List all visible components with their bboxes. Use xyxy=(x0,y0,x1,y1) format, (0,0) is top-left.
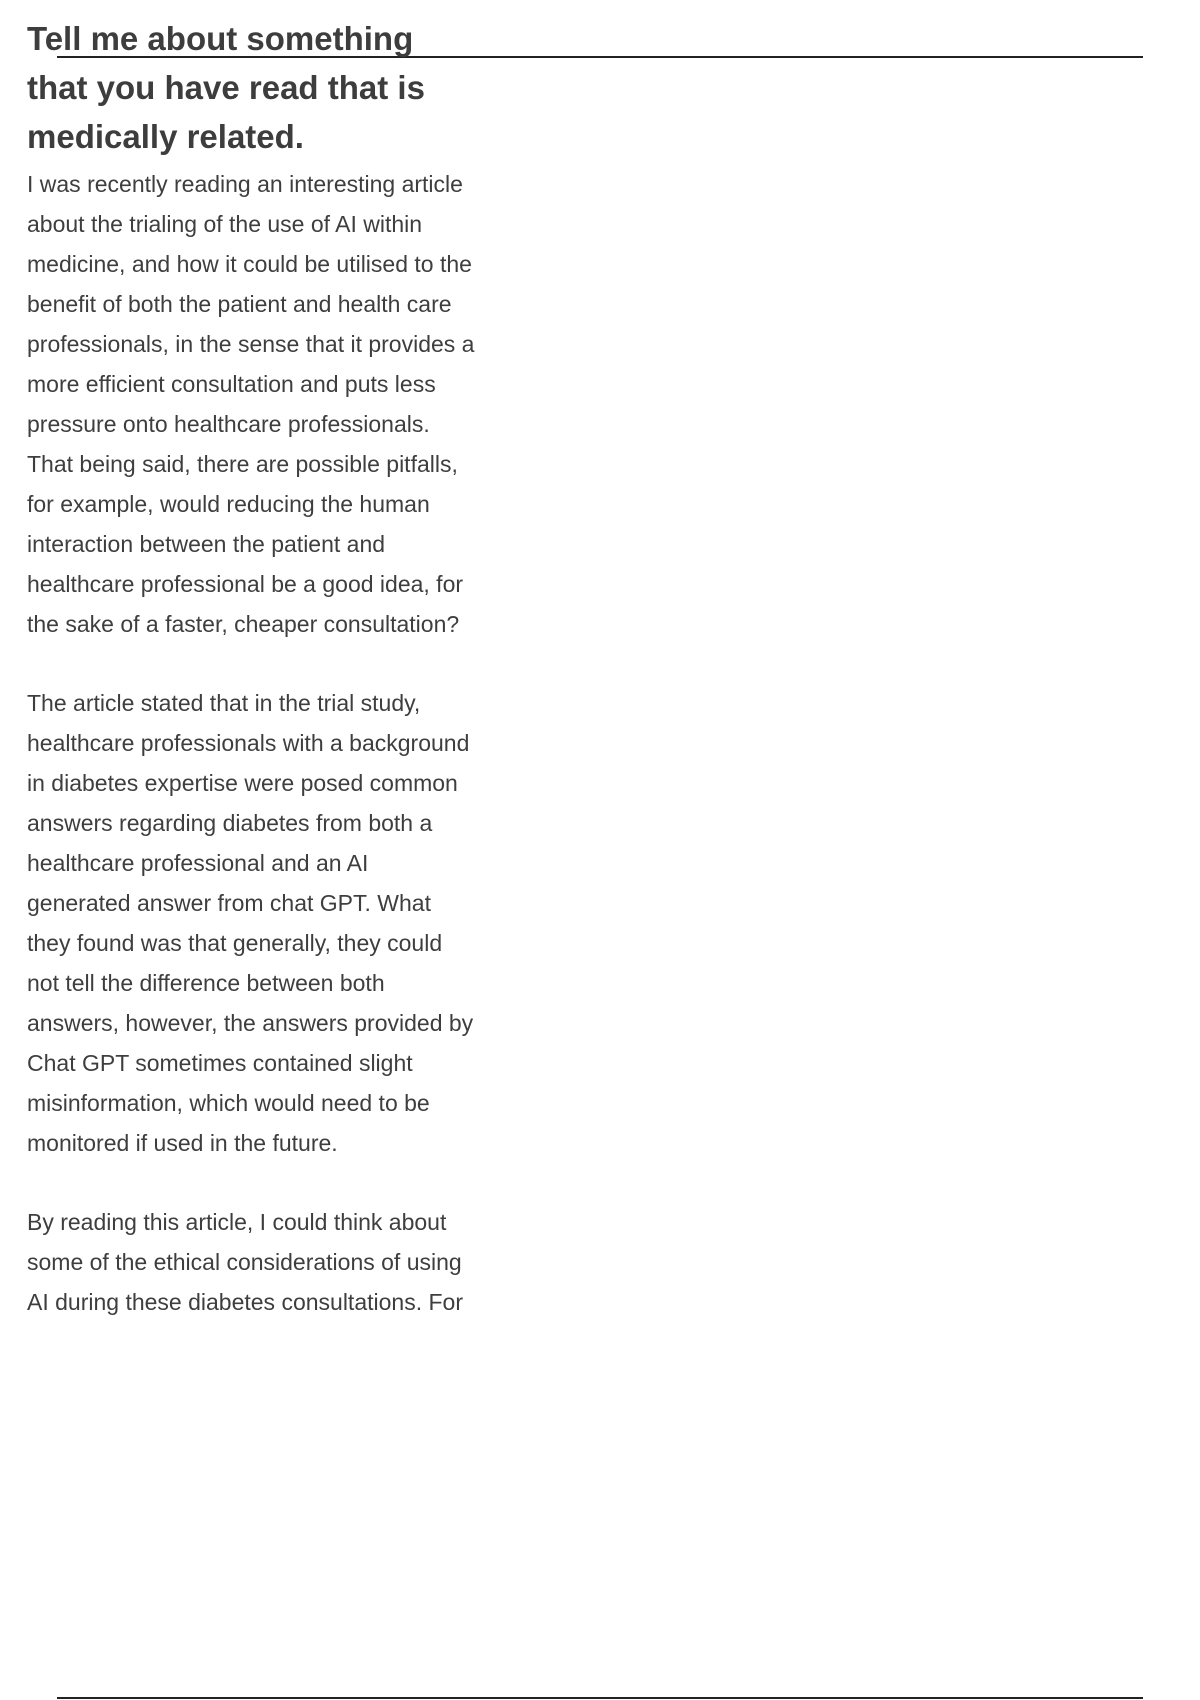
paragraph-1: I was recently reading an interesting article about the trialing of the use of AI within medicine, and how it could be utilised to the benefit of both the patient and health care professionals, in the sense that it provides a more efficient consultation and puts less pressure onto healthcare professionals. That being said, there are possible pitfalls, for example, would reducing the human interaction between the patient and healthcare professional be a good idea, for the sake of a faster, cheaper consultation? xyxy=(27,171,475,637)
bottom-rule xyxy=(57,1697,1143,1699)
document-body xyxy=(27,14,477,1322)
paragraph-3: By reading this article, I could think about some of the ethical considerations of using AI during these diabetes consultations. For xyxy=(27,1209,463,1315)
paragraph-2: The article stated that in the trial study, healthcare professionals with a background in diabetes expertise were posed common answers regarding diabetes from both a healthcare professional and an AI generated answer from chat GPT. What they found was that generally, they could not tell the difference between both answers, however, the answers provided by Chat GPT sometimes contained slight misinformation, which would need to be monitored if used in the future. xyxy=(27,690,474,1156)
question-heading: Tell me about something that you have read that is medically related. xyxy=(27,20,425,155)
